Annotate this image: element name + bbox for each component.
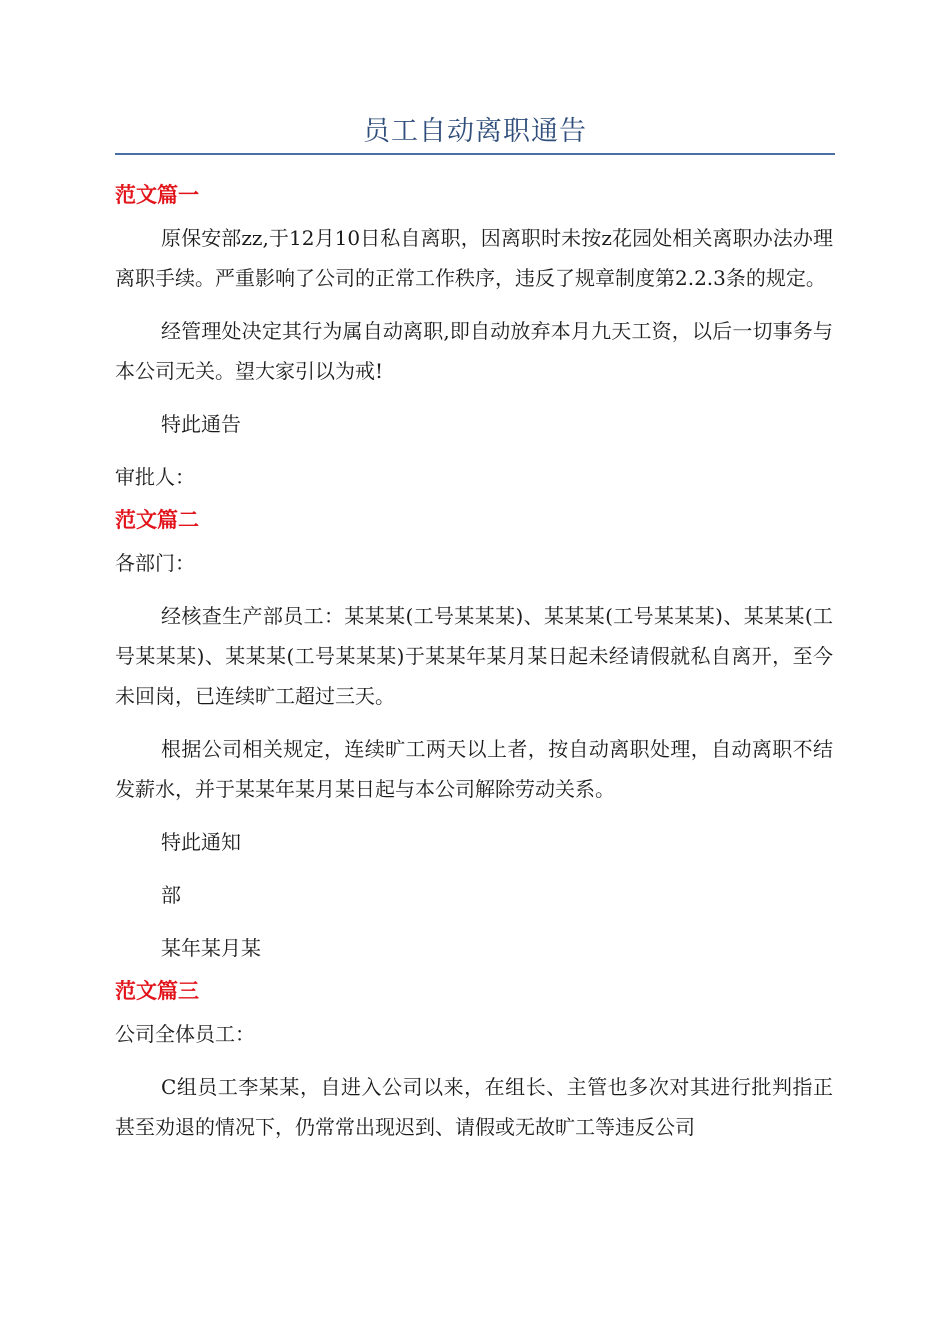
- section-two: [115, 501, 833, 968]
- section-one: [115, 176, 833, 497]
- date-line: 某年某月某: [161, 936, 261, 960]
- title-divider: [115, 153, 835, 155]
- document-body: [115, 176, 833, 1160]
- paragraph: C组员工李某某，自进入公司以来，在组长、主管也多次对其进行批判指正甚至劝退的情况下，仍常常出现迟到、请假或无故旷工等违反公司: [115, 1075, 833, 1139]
- salutation: 公司全体员工：: [115, 1022, 255, 1046]
- section-heading: 范文篇二: [115, 508, 199, 532]
- section-heading: 范文篇一: [115, 183, 199, 207]
- department-signature: 部: [161, 883, 181, 907]
- paragraph: 特此通知: [161, 830, 241, 854]
- paragraph: 原保安部zz,于12月10日私自离职，因离职时未按z花园处相关离职办法办理离职手续。严重影响了公司的正常工作秩序，违反了规章制度第2.2.3条的规定。: [115, 226, 833, 290]
- salutation: 各部门：: [115, 551, 195, 575]
- section-three: [115, 972, 833, 1147]
- approver-line: 审批人：: [115, 465, 195, 489]
- document-title: 员工自动离职通告: [363, 116, 587, 147]
- paragraph: 经核查生产部员工：某某某(工号某某某)、某某某(工号某某某)、某某某(工号某某某)、某某某(工号某某某)于某某年某月某日起未经请假就私自离开，至今未回岗，已连续旷工超过三天。: [115, 604, 833, 708]
- paragraph: 特此通告: [161, 412, 241, 436]
- paragraph: 经管理处决定其行为属自动离职,即自动放弃本月九天工资，以后一切事务与本公司无关。望大家引以为戒!: [115, 319, 833, 383]
- paragraph: 根据公司相关规定，连续旷工两天以上者，按自动离职处理，自动离职不结发薪水，并于某某年某月某日起与本公司解除劳动关系。: [115, 737, 833, 801]
- section-heading: 范文篇三: [115, 979, 199, 1003]
